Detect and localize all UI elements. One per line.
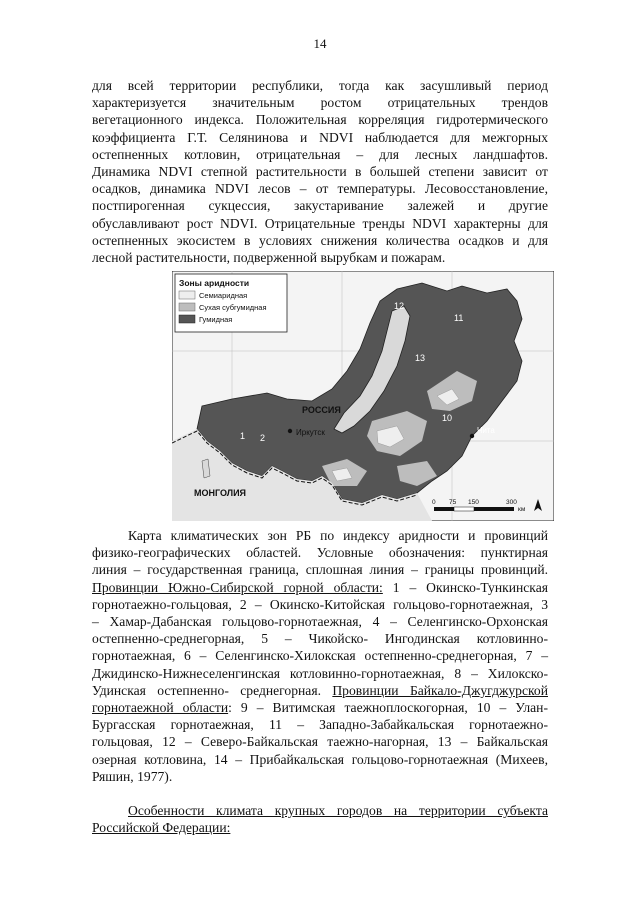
text-line <box>92 699 548 716</box>
aridity-zones-map <box>172 271 554 521</box>
region-number: 2 <box>260 433 266 443</box>
text-line: гольцовая, 12 – Северо-Байкальская таежно-нагорная, 13 – Байкальская <box>92 734 548 750</box>
scale-tick: 150 <box>468 499 479 506</box>
figure-caption <box>92 527 548 785</box>
scale-tick: 0 <box>432 499 436 506</box>
text-line: коэффициента Г.Т. Селянинова и NDVI наблюдается для межгорных <box>92 129 548 145</box>
page-number: 14 <box>313 36 327 51</box>
mongolia-label: МОНГОЛИЯ <box>194 488 247 498</box>
legend-item: Семиаридная <box>199 291 248 300</box>
region-number: 10 <box>442 413 453 423</box>
text-line: – Хамар-Дабанская гольцово-горнотаежная, 4 – Селенгинско-Орхонская <box>92 614 548 630</box>
text-line: остепненных котловин, отрицательная – для лесных ландшафтов. <box>92 146 548 162</box>
text-line: остепненно-среднегорная, 5 – Чикойско- Ингодинская котловинно- <box>92 631 548 647</box>
province-group-heading: Провинции Байкало-Джугджурской <box>332 682 548 698</box>
legend-item: Гумидная <box>199 315 233 324</box>
section-heading <box>92 802 548 836</box>
section-heading-line: Российской Федерации: <box>92 820 231 836</box>
text-line: для всей территории республики, тогда как засушливый период <box>92 78 548 93</box>
region-number: 12 <box>394 301 405 311</box>
text-line: Бургасская горнотаежная, 11 – Западно-Забайкальская горнотаежно- <box>92 717 548 733</box>
text-line: осадков, динамика NDVI лесов – от температуры. Лесовосстановление, <box>92 181 548 197</box>
text-line: линия – государственная граница, сплошная линия – границы провинций. <box>92 562 548 578</box>
text-line: Карта климатических зон РБ по индексу аридности и провинций <box>128 528 548 543</box>
legend-item: Сухая субгумидная <box>199 303 267 312</box>
legend-swatch-semiarid <box>179 291 195 299</box>
text-line: горнотаежно-гольцовая, 2 – Окинско-Китойская гольцово-горнотаежная, 3 <box>92 596 548 612</box>
scale-tick: 300 <box>506 499 517 506</box>
text-line: Джидинско-Нижнеселенгинская котловинно-горнотаежная, 8 – Хилокско- <box>92 665 548 681</box>
text-line: обуславливают рост NDVI. Отрицательные тренды NDVI характерны для <box>92 215 548 231</box>
text-line: постпирогенная сукцессия, закустаривание залежей и другие <box>92 198 548 214</box>
region-number: 13 <box>415 353 426 363</box>
intro-paragraph <box>92 77 548 266</box>
text-line: остепненных экосистем в условиях снижения количества осадков и для <box>92 232 548 248</box>
text-line: вегетационного индекса. Положительная корреляция гидротермического <box>92 112 548 128</box>
chita-label: Чита <box>477 426 495 435</box>
text-line <box>92 682 548 699</box>
chita-marker <box>470 434 474 438</box>
text-line: горнотаежная, 6 – Селенгинско-Хилокская остепненно-среднегорная, 7 – <box>92 648 548 664</box>
text-line <box>92 579 548 596</box>
text-line: физико-географических областей. Условные обозначения: пунктирная <box>92 545 548 561</box>
text-fragment: 1 – Окинско-Тункинская <box>382 579 548 595</box>
province-group-heading: горнотаежной области <box>92 700 229 716</box>
text-fragment: : 9 – Витимская таежноплоскогорная, 10 – Улан- <box>228 700 548 716</box>
text-line: Ряшин, 1977). <box>92 768 173 784</box>
region-number: 1 <box>240 431 246 441</box>
map-legend <box>175 274 287 332</box>
irkutsk-label: Иркутск <box>296 428 325 437</box>
scale-unit: км <box>518 506 526 513</box>
province-group-heading: Провинции Южно-Сибирской горной области: <box>92 579 383 595</box>
region-number: 11 <box>454 313 464 323</box>
text-line: озерная котловина, 14 – Прибайкальская гольцово-горнотаежная (Михеев, <box>92 751 548 767</box>
text-line: характеризуется значительным ростом отрицательных трендов <box>92 95 548 111</box>
text-line: лесной растительности, подверженной вырубкам и пожарам. <box>92 250 446 266</box>
legend-swatch-humid <box>179 315 195 323</box>
text-line: Динамика NDVI степной растительности в большей степени зависит от <box>92 164 548 180</box>
legend-title: Зоны аридности <box>179 278 250 288</box>
scale-tick: 75 <box>449 499 457 506</box>
legend-swatch-dry-subhumid <box>179 303 195 311</box>
section-heading-line: Особенности климата крупных городов на территории субъекта <box>128 803 548 818</box>
text-fragment: Удинская остепненно- среднегорная. <box>92 682 333 698</box>
irkutsk-marker <box>288 429 292 433</box>
russia-label: РОССИЯ <box>302 405 341 415</box>
